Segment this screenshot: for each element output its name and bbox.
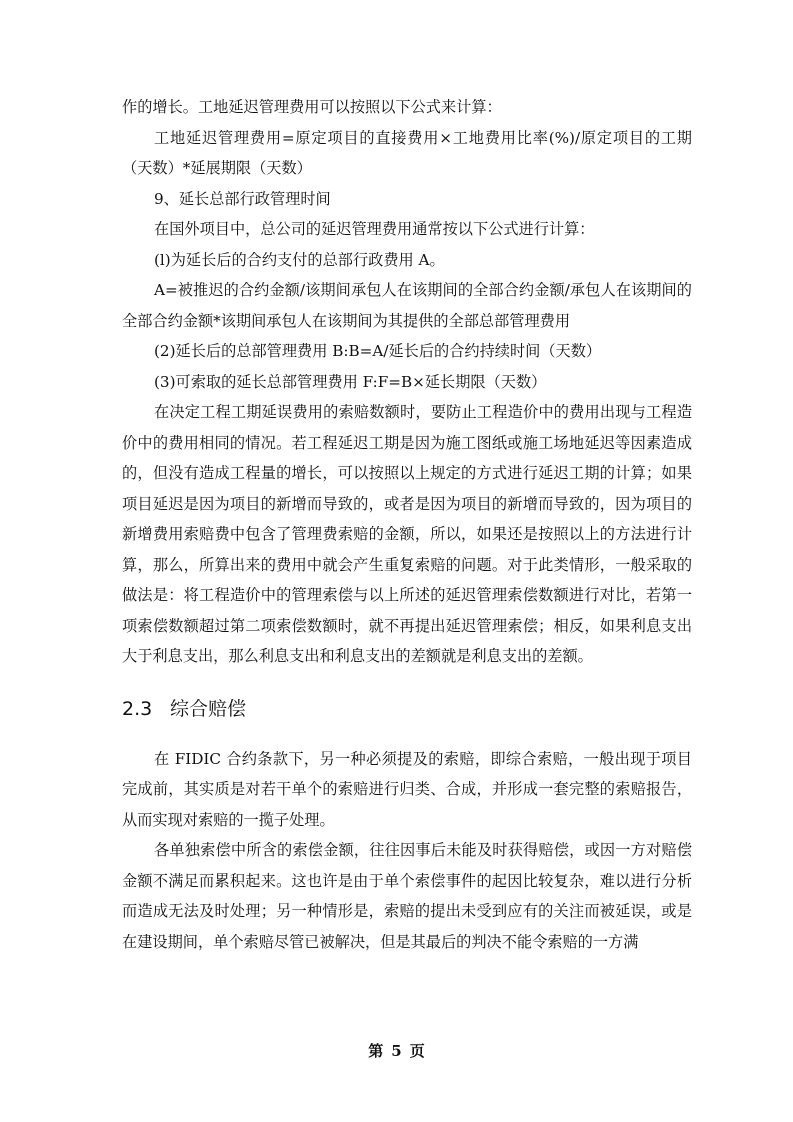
formula-step-2: (2)延长后的总部管理费用 B:B=A/延长后的合约持续时间（天数）	[154, 342, 602, 360]
paragraph-site-delay-formula: 工地延迟管理费用=原定项目的直接费用×工地费用比率(%)/原定项目的工期（天数）*延展期限（天数）	[122, 128, 692, 177]
paragraph-continuation: 作的增长。工地延迟管理费用可以按照以下公式来计算：	[122, 98, 502, 116]
footer-prefix: 第	[368, 1042, 384, 1060]
paragraph-individual-claims: 各单独索偿中所含的索偿金额，往往因事后未能及时获得赔偿，或因一方对赔偿金额不满足而累积起来。这也许是由于单个索偿事件的起因比较复杂，难以进行分析而造成无法及时处理；另一种情形是，索赔的提出未受到应有的关注而被延误，或是在建设期间，单个索赔尽管已被解决，但是其最后的判决不能令索赔的一方满	[122, 841, 692, 951]
list-heading-9: 9、延长总部行政管理时间	[154, 189, 331, 208]
page-number: 5	[391, 1042, 402, 1060]
section-title: 综合赔偿	[170, 697, 247, 720]
formula-a: A=被推迟的合约金额/该期间承包人在该期间的全部合约金额/承包人在该期间的全部合约金额*该期间承包人在该期间为其提供的全部总部管理费用	[122, 281, 692, 330]
formula-step-1: (l)为延长后的合约支付的总部行政费用 A。	[154, 250, 445, 269]
page-footer	[0, 1040, 793, 1061]
paragraph-delay-claim: 在决定工程工期延误费用的索赔数额时，要防止工程造价中的费用出现与工程造价中的费用相同的情况。若工程延迟工期是因为施工图纸或施工场地延迟等因素造成的，但没有造成工程量的增长，可以按照以上规定的方式进行延迟工期的计算；如果项目延迟是因为项目的新增而导致的，或者是因为项目的新增而导致的，因为项目的新增费用索赔费中包含了管理费索赔的金额，所以，如果还是按照以上的方法进行计算，那么，所算出来的费用中就会产生重复索赔的问题。对于此类情形，一般采取的做法是：将工程造价中的管理索偿与以上所述的延迟管理索偿数额进行对比，若第一项索偿数额超过第二项索偿数额时，就不再提出延迟管理索偿；相反，如果利息支出大于利息支出，那么利息支出和利息支出的差额就是利息支出的差额。	[122, 403, 692, 665]
page-body	[122, 92, 692, 957]
section-heading	[122, 694, 692, 724]
section-number: 2.3	[122, 697, 153, 720]
formula-step-3: (3)可索取的延长总部管理费用 F:F=B×延长期限（天数）	[154, 372, 547, 391]
paragraph-fidic: 在 FIDIC 合约条款下，另一种必须提及的索赔，即综合索赔，一般出现于项目完成前，其实质是对若干单个的索赔进行归类、合成，并形成一套完整的索赔报告，从而实现对索赔的一揽子处理。	[122, 749, 692, 829]
paragraph-hq-intro: 在国外项目中，总公司的延迟管理费用通常按以下公式进行计算：	[154, 220, 595, 238]
footer-suffix: 页	[409, 1042, 425, 1060]
